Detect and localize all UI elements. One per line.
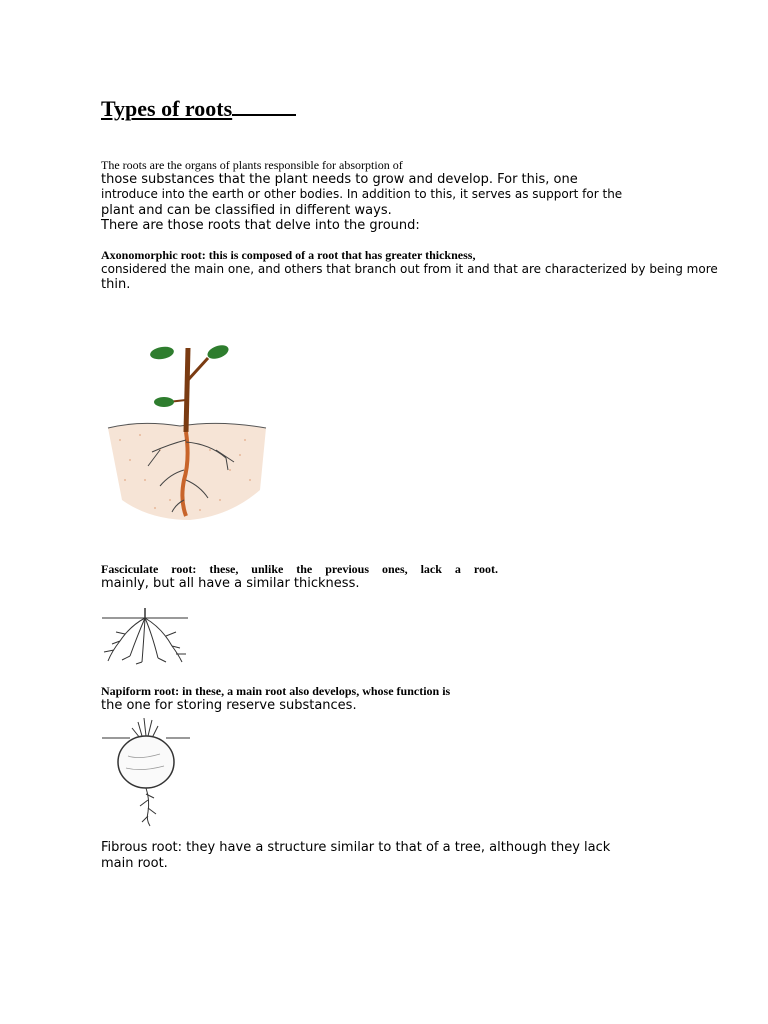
- fasciculate-word: root:: [171, 562, 197, 576]
- axonomorphic-line-3: thin.: [101, 277, 131, 292]
- fasciculate-word: root.: [473, 562, 498, 576]
- intro-line-2: those substances that the plant needs to grow and develop. For this, one: [101, 172, 578, 187]
- fasciculate-root-illustration: [100, 606, 190, 666]
- fibrous-line-1: Fibrous root: they have a structure similar to that of a tree, although they lack: [101, 840, 611, 855]
- axonomorphic-heading: Axonomorphic root: this is composed of a root that has greater thickness,: [101, 248, 476, 262]
- fasciculate-word: unlike: [251, 562, 284, 576]
- fasciculate-word: previous: [325, 562, 370, 576]
- fasciculate-word: a: [454, 562, 461, 576]
- napiform-root-illustration: [100, 716, 192, 828]
- fasciculate-heading: [101, 562, 498, 577]
- title-underline: [232, 96, 296, 116]
- page-title: Types of roots: [101, 96, 296, 122]
- fasciculate-word: ones,: [381, 562, 408, 576]
- fibrous-line-2: main root.: [101, 856, 168, 871]
- fasciculate-word: lack: [420, 562, 442, 576]
- intro-line-1: The roots are the organs of plants responsible for absorption of: [101, 158, 403, 172]
- fasciculate-word: the: [296, 562, 313, 576]
- intro-line-4: plant and can be classified in different ways.: [101, 203, 392, 218]
- axonomorphic-line-2: considered the main one, and others that branch out from it and that are characterized by being more: [101, 262, 718, 276]
- intro-line-3: introduce into the earth or other bodies. In addition to this, it serves as support for the: [101, 187, 623, 201]
- napiform-line-2: the one for storing reserve substances.: [101, 698, 357, 713]
- fasciculate-word: these,: [209, 562, 239, 576]
- axonomorphic-root-illustration: [100, 340, 270, 525]
- fasciculate-word: Fasciculate: [101, 562, 159, 576]
- napiform-heading: Napiform root: in these, a main root also develops, whose function is: [101, 684, 451, 698]
- intro-line-5: There are those roots that delve into the ground:: [101, 218, 420, 233]
- fasciculate-line-2: mainly, but all have a similar thickness.: [101, 576, 360, 591]
